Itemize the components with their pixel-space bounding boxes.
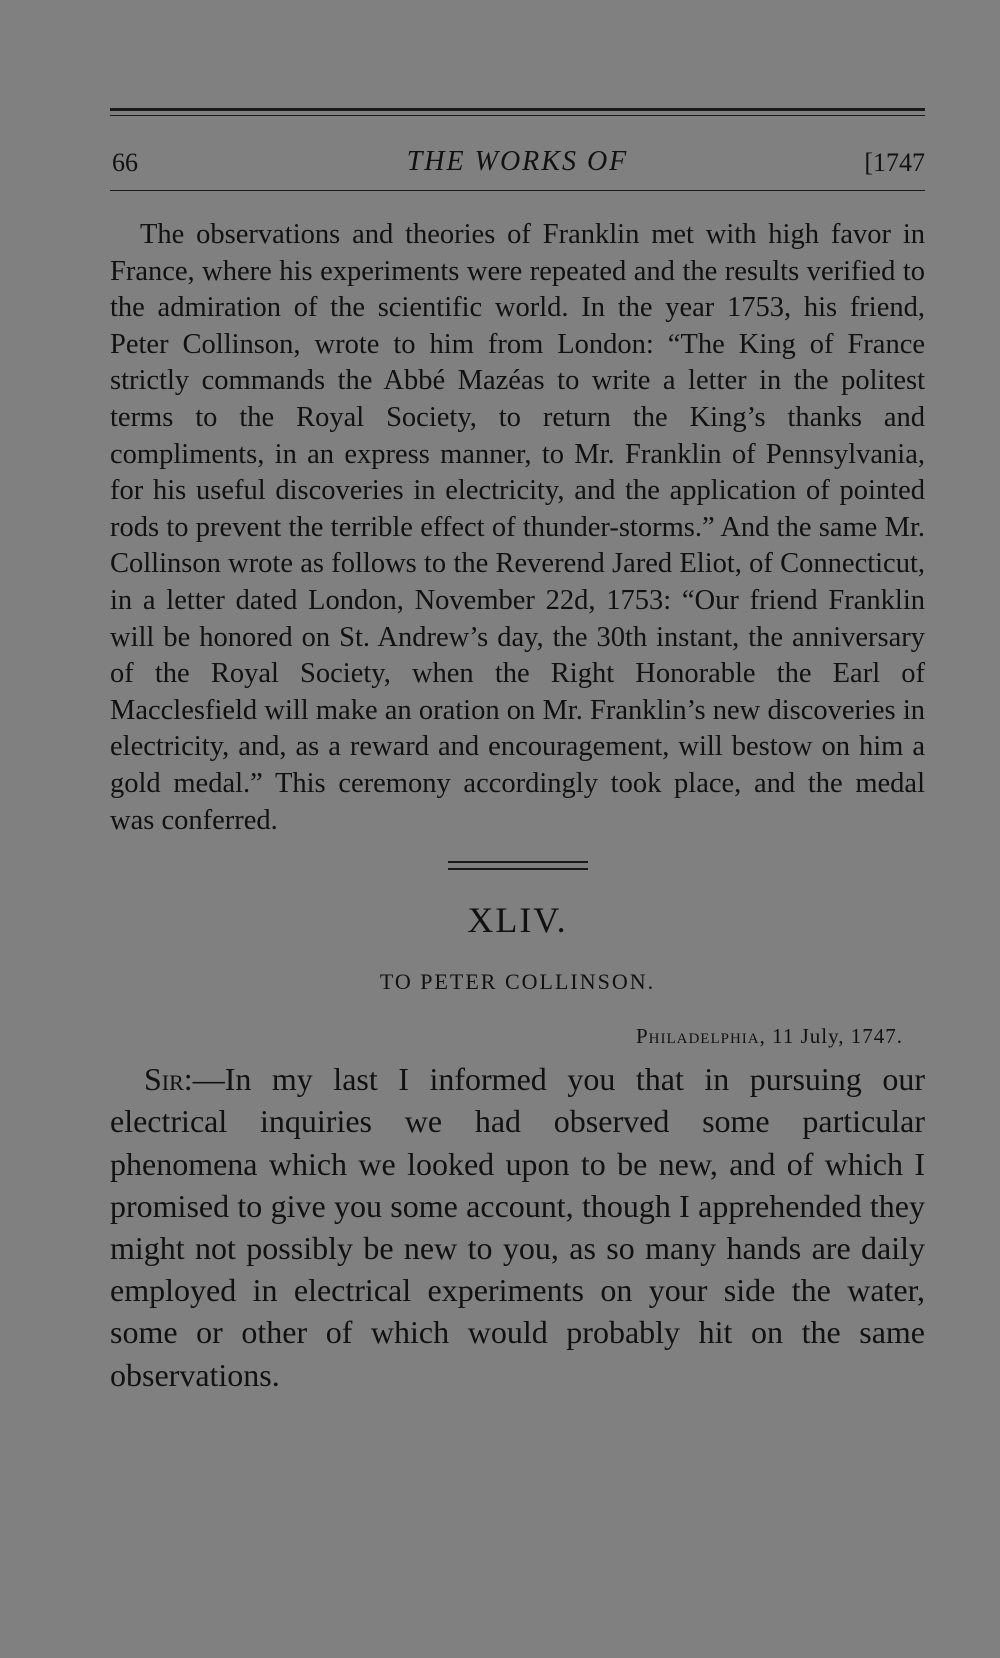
header-rule bbox=[110, 190, 925, 191]
top-rule bbox=[110, 108, 925, 116]
letter-place: Philadelphia, bbox=[635, 1024, 766, 1049]
letter-salutation: Sir bbox=[144, 1061, 184, 1098]
header-year: [1747 bbox=[864, 148, 925, 177]
book-page bbox=[110, 108, 925, 1396]
letter-number: XLIV. bbox=[467, 900, 568, 941]
section-divider bbox=[448, 861, 588, 870]
intro-paragraph: The observations and theories of Franklin met with high favor in France, where his experiments were repeated and the results verified to the admiration of the scientific world. In the year 1753, his friend, Peter Collinson, wrote to him from London: “The King of France strictly commands the Abbé Mazéas to write a letter in the politest terms to the Royal Society, to return the King’s thanks and compliments, in an express manner, to Mr. Franklin of Pennsylvania, for his useful discoveries in electricity, and the application of pointed rods to prevent the terrible effect of thunder-storms.” And the same Mr. Collinson wrote as follows to the Reverend Jared Eliot, of Connecticut, in a letter dated London, November 22d, 1753: “Our friend Franklin will be honored on St. Andrew’s day, the 30th instant, the anniversary of the Royal Society, when the Right Honorable the Earl of Macclesfield will make an oration on Mr. Franklin’s new discoveries in electricity, and, as a reward and encouragement, will bestow on him a gold medal.” This ceremony accordingly took place, and the medal was conferred. bbox=[110, 219, 925, 836]
letter-recipient: TO PETER COLLINSON. bbox=[379, 969, 656, 995]
letter-body-text: :—In my last I informed you that in pursuing our electrical inquiries we had observed some particular phenomena which we looked upon to be new, and of which I promised to give you some account, though I apprehended they might not possibly be new to you, as so many hands are daily employed in electrical experiments on your side the water, some or other of which would probably hit on the same observations. bbox=[110, 1061, 925, 1393]
letter-dateline bbox=[110, 1022, 925, 1050]
letter-date: 11 July, 1747. bbox=[772, 1024, 903, 1049]
letter-body bbox=[110, 1058, 925, 1396]
running-head bbox=[110, 146, 925, 182]
running-title: THE WORKS OF bbox=[406, 146, 629, 177]
page-number: 66 bbox=[112, 148, 138, 177]
